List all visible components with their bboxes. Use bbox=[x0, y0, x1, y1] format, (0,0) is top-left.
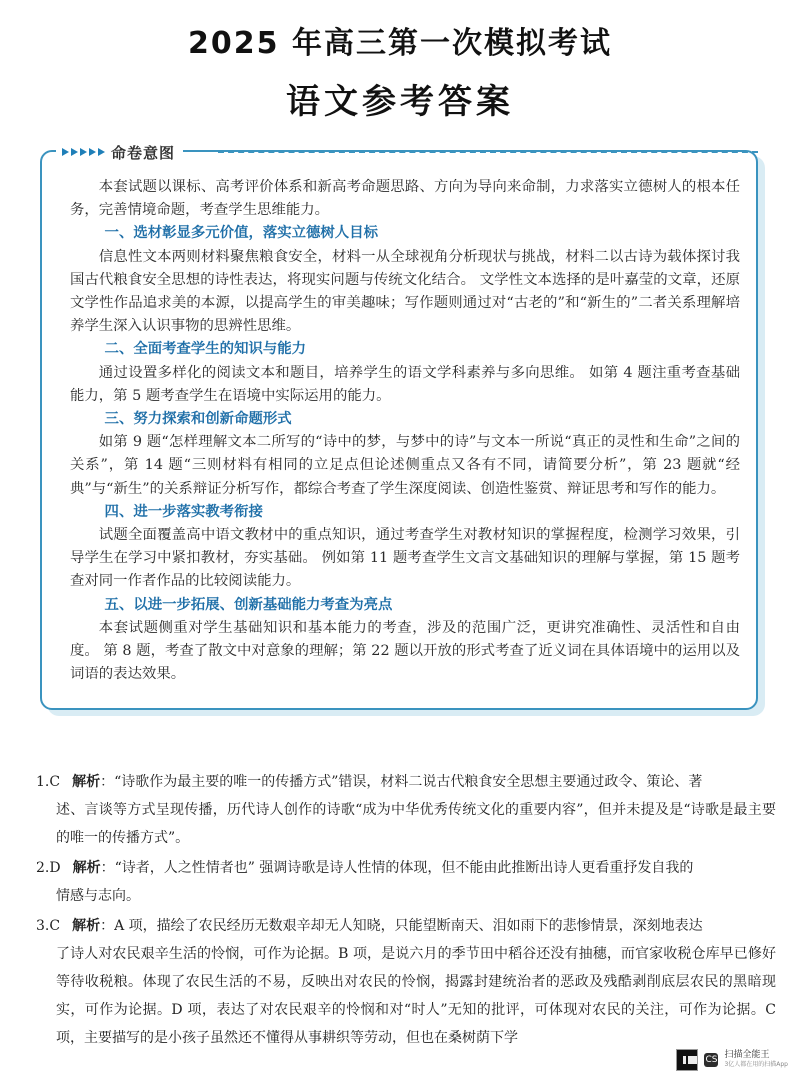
watermark-main: 扫描全能王 bbox=[724, 1050, 770, 1060]
section-text-1: 信息性文本两则材料聚焦粮食安全，材料一从全球视角分析现状与挑战，材料二以古诗为载体探讨我国古代粮食安全思想的诗性表达，将现实问题与传统文化结合。 文学性文本选择的是叶嘉莹的文章，还原文学性作品追求美的本源，以提高学生的审美趣味；写作题则通过对“古老的”和“新生的”二者关系理解培养学生深入认识事物的思辨性思维。 bbox=[70, 248, 740, 335]
intent-intro: 本套试题以课标、高考评价体系和新高考命题思路、方向为导向来命制，力求落实立德树人的根本任务，完善情境命题，考查学生思维能力。 bbox=[70, 179, 740, 219]
answer-continuation: 了诗人对农民艰辛生活的怜悯，可作为论据。B 项，是说六月的季节田中稻谷还没有抽穗，而官家收税仓库早已修好等待收税粮。体现了农民生活的不易，反映出对农民的怜悯，揭露封建统治者的恶政及残酷剥削底层农民的黑暗现实，可作为论据。D 项，表达了对农民艰辛的怜悯和对“时人”无知的批评，可体现对农民的关注，可作为论据。C 项，主要描写的是小孩子虽然还不懂得从事耕织等劳动，但也在桑树荫下学 bbox=[56, 946, 776, 1046]
watermark-sub: 3亿人都在用的扫描App bbox=[724, 1061, 788, 1068]
answer-continuation: 述、言谈等方式呈现传播，历代诗人创作的诗歌“成为中华优秀传统文化的重要内容”，但并未提及是“诗歌是最主要的唯一的传播方式”。 bbox=[56, 802, 776, 846]
section-text-3: 如第 9 题“怎样理解文本二所写的“诗中的梦，与梦中的诗”与文本一所说“真正的灵性和生命”之间的关系”，第 14 题“三则材料有相同的立足点但论述侧重点又各有不同，请简要分析”，第 23 题就“经典”与“新生”的关系辩证分析写作，都综合考查了学生深度阅读、创造性鉴赏、辩证思考和写作的能力。 bbox=[70, 434, 740, 497]
answer-item bbox=[36, 854, 776, 910]
exam-title: 2025 年高三第一次模拟考试 bbox=[188, 26, 612, 61]
answer-number: 1.C bbox=[36, 774, 61, 790]
analysis-label: 解析 bbox=[72, 774, 101, 790]
qr-code-icon bbox=[676, 1049, 698, 1071]
intent-label: 命卷意图 bbox=[111, 143, 176, 162]
analysis-label: 解析 bbox=[72, 918, 101, 934]
section-heading-1: 一、选材彰显多元价值，落实立德树人目标 bbox=[104, 225, 378, 242]
answer-item bbox=[36, 768, 776, 852]
section-heading-2: 二、全面考查学生的知识与能力 bbox=[104, 341, 307, 358]
section-text-5: 本套试题侧重对学生基础知识和基本能力的考查，涉及的范围广泛，更讲究准确性、灵活性和自由度。 第 8 题，考查了散文中对意象的理解；第 22 题以开放的形式考查了近义词在具体语境中的运用以及词语的表达效果。 bbox=[70, 619, 740, 683]
answer-first-line: ：“诗歌作为最主要的唯一的传播方式”错误，材料二说古代粮食安全思想主要通过政令、策论、著 bbox=[100, 774, 703, 790]
answers-list bbox=[36, 768, 776, 1054]
analysis-label: 解析 bbox=[72, 860, 101, 876]
answer-first-line: ：“诗者，人之性情者也” 强调诗歌是诗人性情的体现，但不能由此推断出诗人更看重抒发自我的 bbox=[100, 860, 694, 876]
watermark-text bbox=[724, 1050, 788, 1070]
section-text-2: 通过设置多样化的阅读文本和题目，培养学生的语文学科素养与多向思维。 如第 4 题注重考查基础能力，第 5 题考查学生在语境中实际运用的能力。 bbox=[70, 364, 740, 404]
section-text-4: 试题全面覆盖高中语文教材中的重点知识，通过考查学生对教材知识的掌握程度，检测学习效果，引导学生在学习中紧扣教材，夯实基础。 例如第 11 题考查学生文言文基础知识的理解与掌握，第 15 题考查对同一作者作品的比较阅读能力。 bbox=[70, 527, 740, 590]
intent-content bbox=[70, 176, 740, 686]
arrow-bullets-icon bbox=[62, 148, 105, 156]
answer-number: 2.D bbox=[36, 860, 61, 876]
intent-tab bbox=[56, 140, 183, 164]
answer-number: 3.C bbox=[36, 918, 61, 934]
scanner-watermark bbox=[676, 1049, 788, 1071]
section-heading-3: 三、努力探索和创新命题形式 bbox=[104, 411, 292, 428]
scanner-logo-icon: CS bbox=[705, 1055, 718, 1065]
intent-dashed-rule bbox=[218, 151, 758, 153]
section-heading-4: 四、进一步落实教考衔接 bbox=[104, 503, 263, 520]
answer-first-line: ：A 项，描绘了农民经历无数艰辛却无人知晓，只能望断南天、泪如雨下的悲惨情景，深刻地表达 bbox=[100, 918, 703, 934]
answer-item bbox=[36, 912, 776, 1052]
answer-continuation: 情感与志向。 bbox=[56, 888, 140, 904]
answer-key-title: 语文参考答案 bbox=[286, 82, 514, 122]
section-heading-5: 五、以进一步拓展、创新基础能力考查为亮点 bbox=[104, 596, 393, 613]
